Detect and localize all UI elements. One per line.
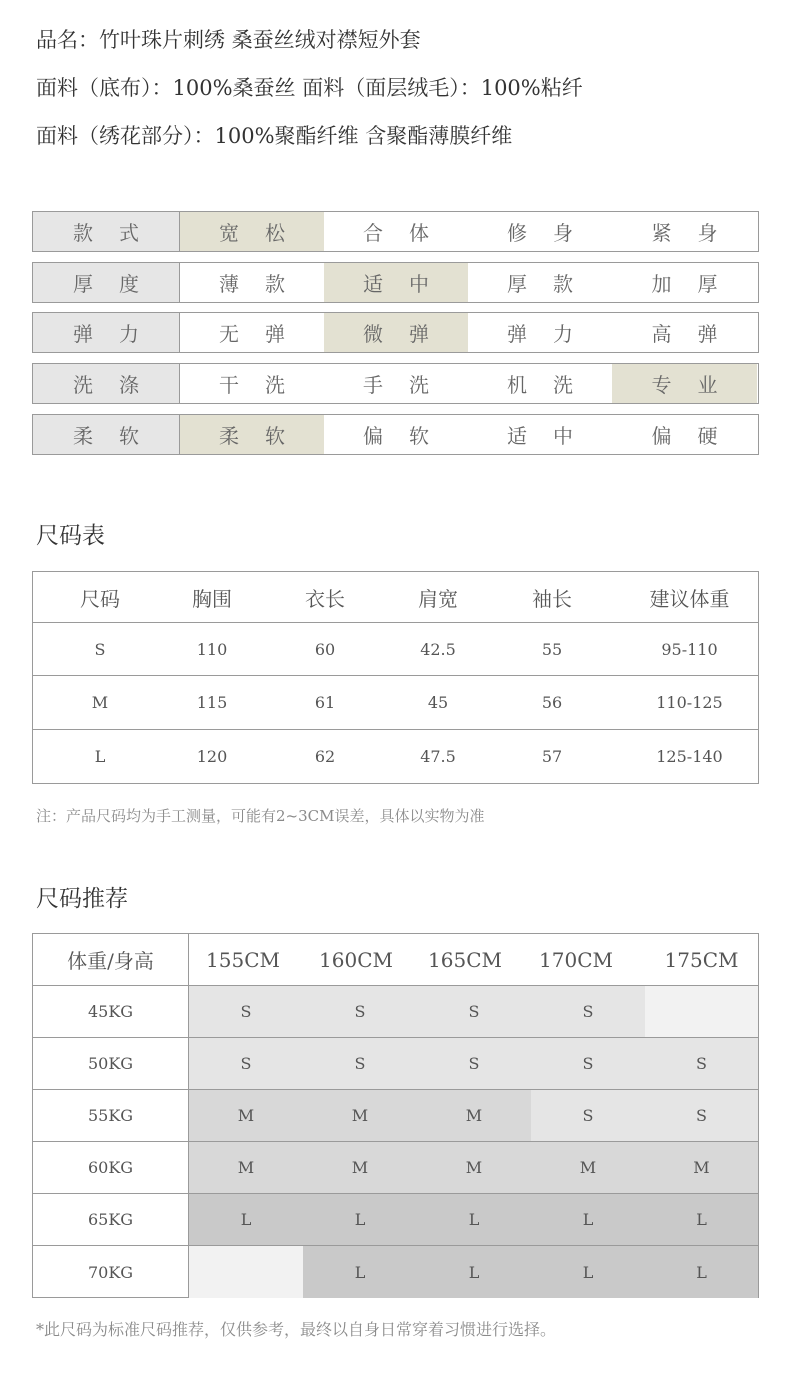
size-cell: S [645,1090,758,1141]
height-header: 165CM [428,947,502,972]
table-cell: 55 [541,639,563,659]
size-cell: M [189,1142,303,1193]
table-cell: 42.5 [420,639,456,659]
column-header: 袖长 [532,586,572,611]
table-cell: 115 [196,693,228,712]
attribute-option-selected: 微弹 [324,313,468,352]
size-recommend-title: 尺码推荐 [36,886,128,912]
attribute-option: 机洗 [507,373,599,397]
corner-label: 体重/身高 [33,934,189,985]
size-cell: S [417,986,531,1037]
column-header: 胸围 [192,586,232,611]
weight-label: 55KG [33,1090,189,1141]
attribute-option: 合体 [363,221,455,245]
recommend-row [33,986,758,1038]
size-cell: S [189,986,303,1037]
table-cell: 57 [541,747,563,766]
attribute-label: 弹力 [33,313,180,352]
column-header: 衣长 [305,586,345,611]
attribute-option-selected: 柔软 [180,415,324,454]
table-cell: 120 [196,747,228,766]
column-header: 肩宽 [418,586,458,611]
table-row [33,730,758,783]
table-cell: 110 [196,639,228,659]
table-row [33,676,758,730]
attribute-option: 高弹 [651,322,744,346]
empty-cell [189,1246,303,1298]
size-cell: M [417,1142,531,1193]
attribute-option: 紧身 [651,221,744,245]
table-cell: 45 [427,693,449,712]
attribute-label: 洗涤 [33,364,180,403]
attribute-label: 款式 [33,212,180,251]
recommend-row [33,1038,758,1090]
attribute-row [32,312,759,353]
column-header: 尺码 [80,586,120,611]
size-cell: L [531,1194,645,1245]
size-chart-table [32,571,759,784]
attribute-row [32,363,759,404]
attribute-option: 厚款 [507,272,599,296]
attribute-option: 无弹 [219,322,311,346]
size-cell: S [189,1038,303,1089]
attribute-option: 修身 [507,221,599,245]
product-name: 品名：竹叶珠片刺绣 桑蚕丝绒对襟短外套 [36,28,421,52]
size-cell: S [303,1038,417,1089]
height-header: 170CM [539,947,613,972]
size-cell: L [417,1194,531,1245]
attribute-option: 适中 [507,424,599,448]
table-cell: 56 [541,693,563,712]
size-chart-header-row [33,572,758,623]
fabric-embroidery-line: 面料（绣花部分）：100%聚酯纤维 含聚酯薄膜纤维 [36,124,513,148]
attribute-option: 干洗 [219,373,311,397]
size-cell: M [645,1142,758,1193]
attribute-row [32,262,759,303]
attribute-option: 加厚 [651,272,744,296]
size-cell: S [531,1038,645,1089]
size-cell: S [531,1090,645,1141]
recommend-row [33,1194,758,1246]
height-header: 155CM [206,947,280,972]
table-cell: M [91,693,109,712]
weight-label: 45KG [33,986,189,1037]
size-cell: S [645,1038,758,1089]
size-cell: L [645,1246,758,1298]
attribute-row [32,414,759,455]
attribute-label: 厚度 [33,263,180,302]
weight-label: 50KG [33,1038,189,1089]
attribute-row [32,211,759,252]
size-cell: L [303,1194,417,1245]
size-cell: S [531,986,645,1037]
size-cell: M [531,1142,645,1193]
table-cell: 95-110 [661,639,718,659]
size-cell: L [531,1246,645,1298]
recommend-row [33,1090,758,1142]
table-cell: L [94,747,106,766]
size-cell: L [645,1194,758,1245]
height-header: 175CM [664,947,739,972]
table-cell: 110-125 [656,693,723,712]
size-cell: L [303,1246,417,1298]
fabric-base-line: 面料（底布）：100%桑蚕丝 面料（面层绒毛）：100%粘纤 [36,76,583,100]
attribute-option: 偏软 [363,424,455,448]
table-cell: 61 [314,693,336,712]
attribute-option: 弹力 [507,322,599,346]
size-recommend-table [32,933,759,1298]
size-cell: L [417,1246,531,1298]
table-cell: 60 [314,639,336,659]
table-cell: 47.5 [420,747,456,766]
table-row [33,623,758,676]
table-cell: S [94,639,106,659]
attribute-option-selected: 适中 [324,263,468,302]
size-cell: L [189,1194,303,1245]
size-cell: M [303,1090,417,1141]
weight-label: 65KG [33,1194,189,1245]
attribute-label: 柔软 [33,415,180,454]
size-cell: M [303,1142,417,1193]
weight-label: 70KG [33,1246,189,1298]
empty-cell [645,986,758,1037]
attribute-option: 偏硬 [651,424,744,448]
attribute-option-selected: 专业 [612,364,757,403]
weight-label: 60KG [33,1142,189,1193]
height-header: 160CM [319,947,393,972]
size-cell: M [417,1090,531,1141]
recommend-row [33,1246,758,1298]
size-cell: S [417,1038,531,1089]
recommend-row [33,1142,758,1194]
size-chart-title: 尺码表 [36,523,105,549]
size-cell: M [189,1090,303,1141]
size-cell: S [303,986,417,1037]
table-cell: 125-140 [656,747,723,766]
size-recommend-note: *此尺码为标准尺码推荐，仅供参考，最终以自身日常穿着习惯进行选择。 [36,1320,557,1339]
attribute-option-selected: 宽松 [180,212,324,251]
attribute-option: 手洗 [363,373,455,397]
table-cell: 62 [314,747,336,766]
recommend-header-row [33,934,758,986]
column-header: 建议体重 [649,586,730,611]
size-chart-note: 注：产品尺码均为手工测量，可能有2~3CM误差，具体以实物为准 [36,807,485,825]
attribute-option: 薄款 [219,272,311,296]
